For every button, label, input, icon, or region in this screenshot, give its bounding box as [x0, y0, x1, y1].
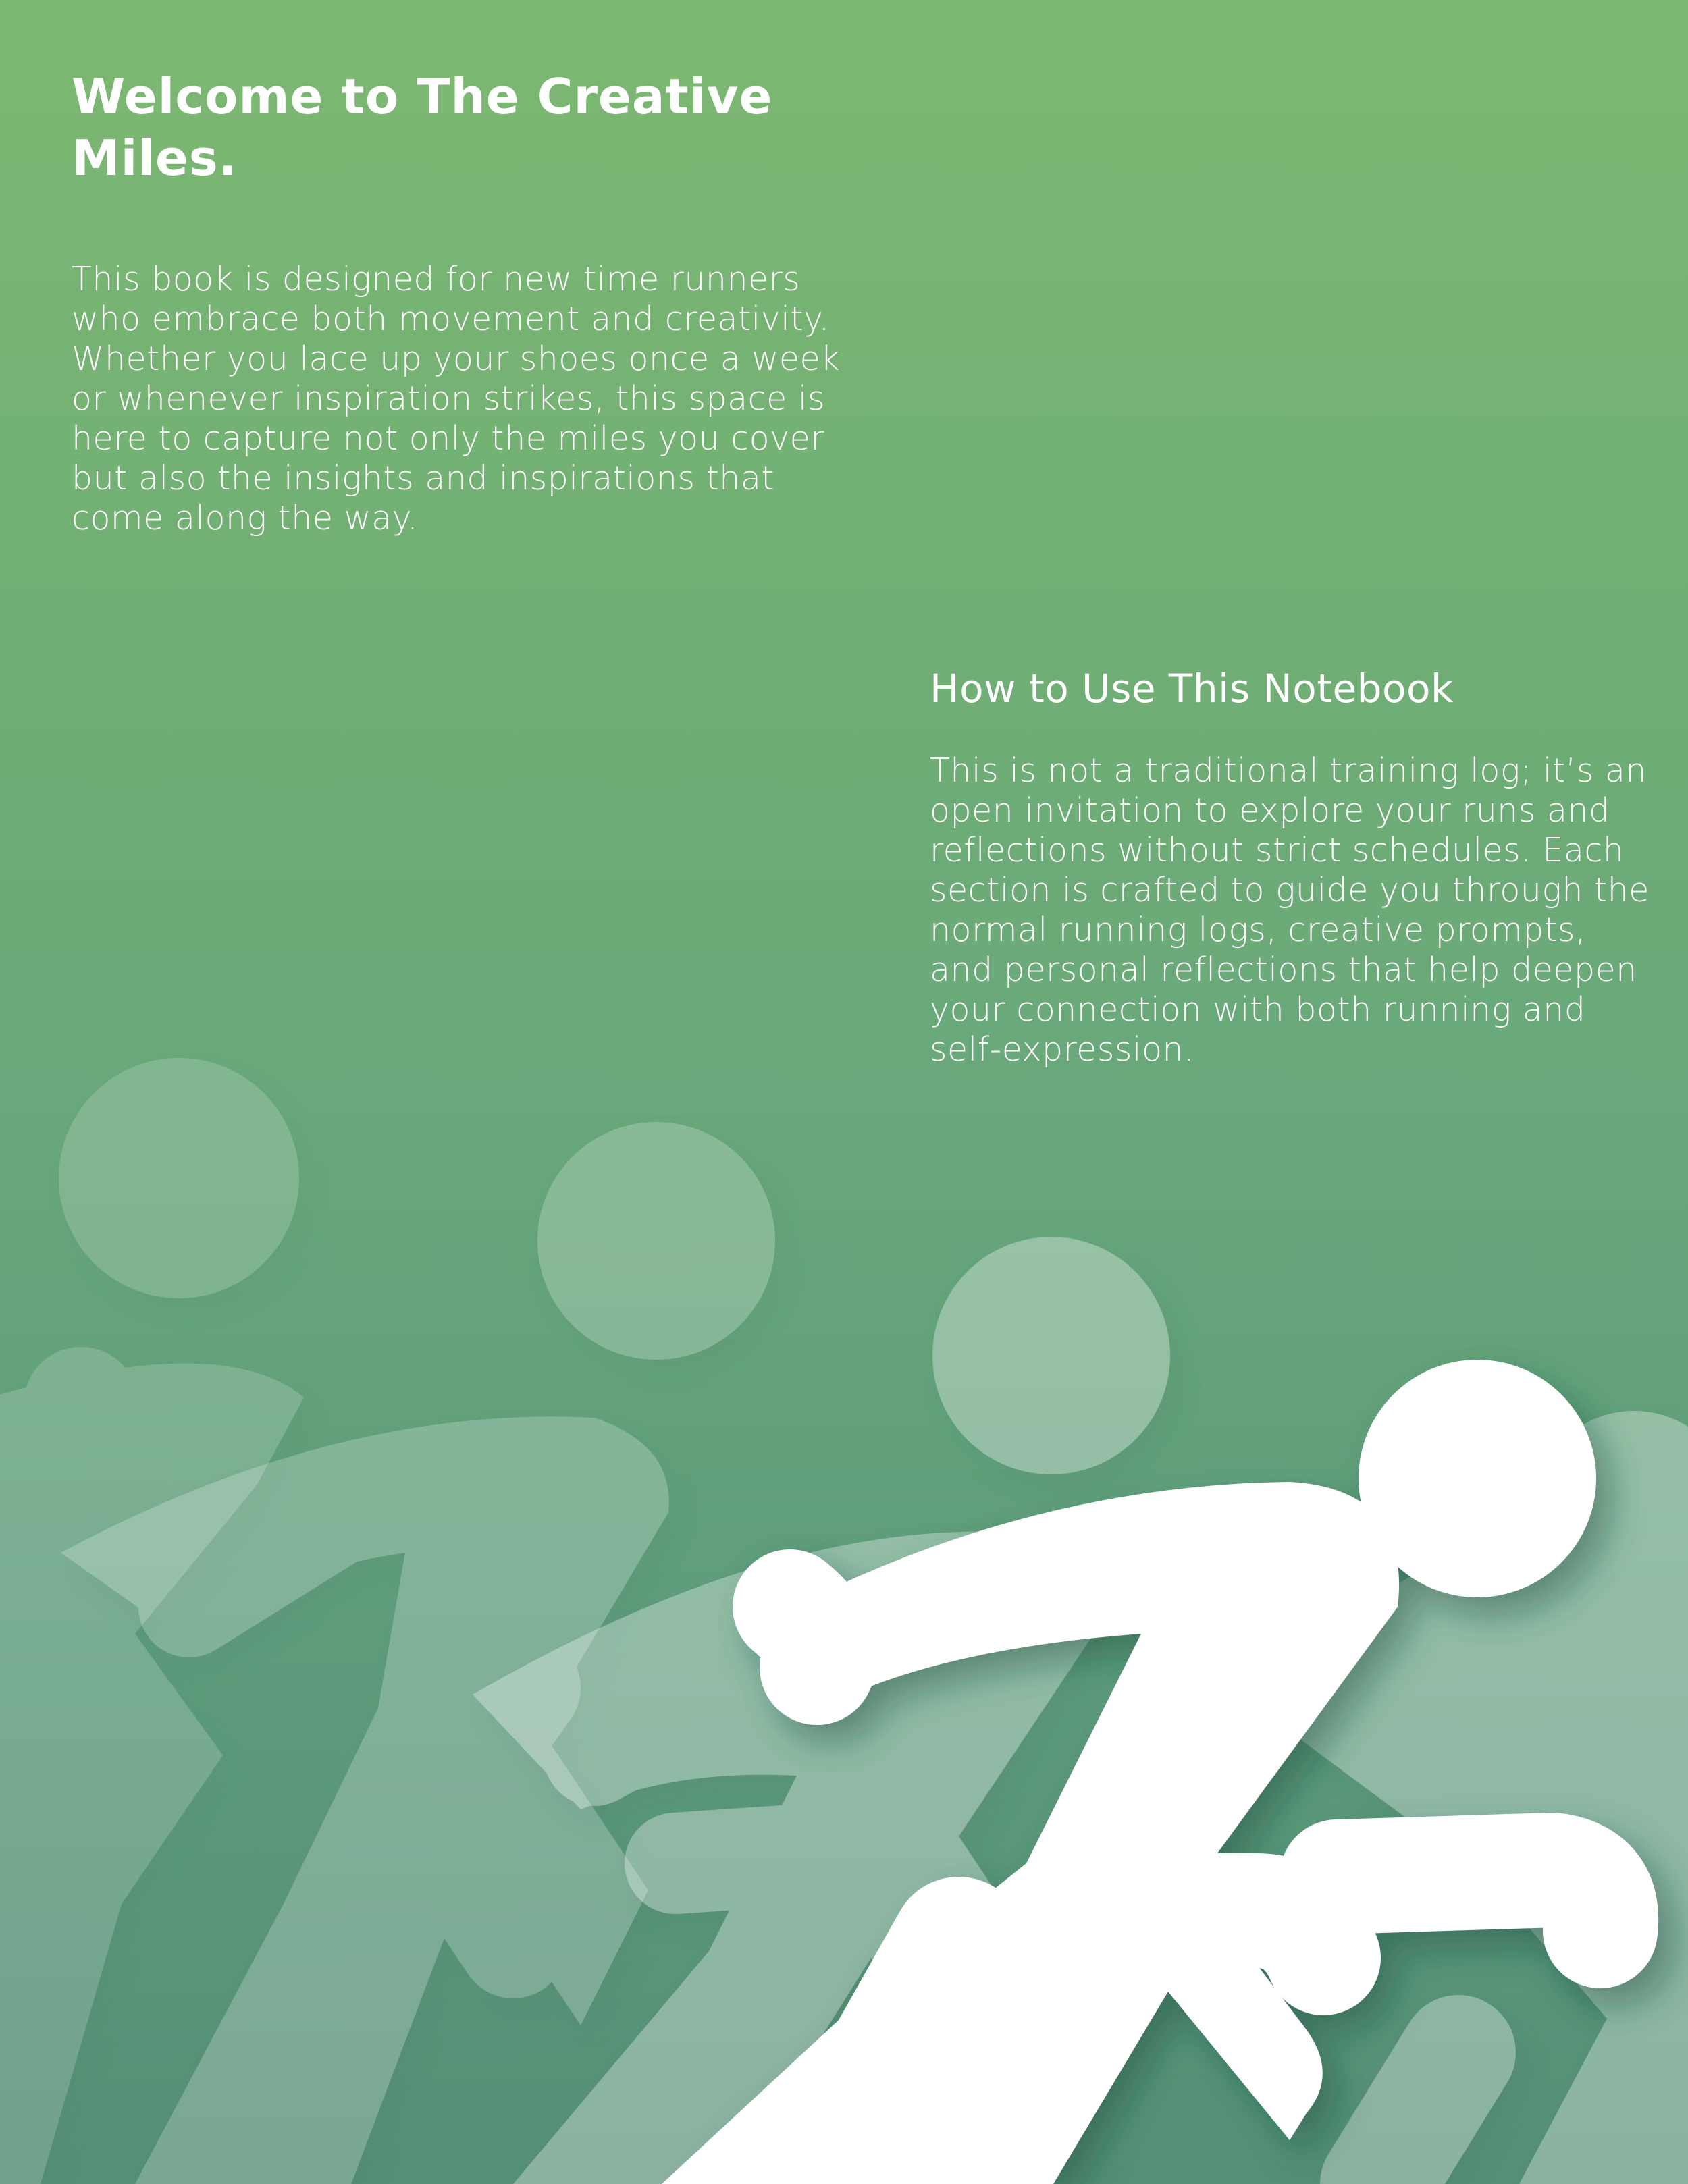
page-title: Welcome to The Creative Miles. [72, 68, 773, 186]
intro-paragraph: This book is designed for new time runners who embrace both movement and creativity. Whether you lace up your shoes once a week or whenever inspiration strikes, this space is here to capture not only the miles you cover but also the insights and inspirations that come along the way. [72, 260, 841, 537]
how-to-paragraph: This is not a traditional training log; it’s an open invitation to explore your runs and reflections without strict schedules. Each section is crafted to guide you through the normal running logs, creative prompts, and personal reflections that help deepen your connection with both running and self-expression. [930, 751, 1650, 1069]
how-to-heading: How to Use This Notebook [930, 666, 1454, 712]
